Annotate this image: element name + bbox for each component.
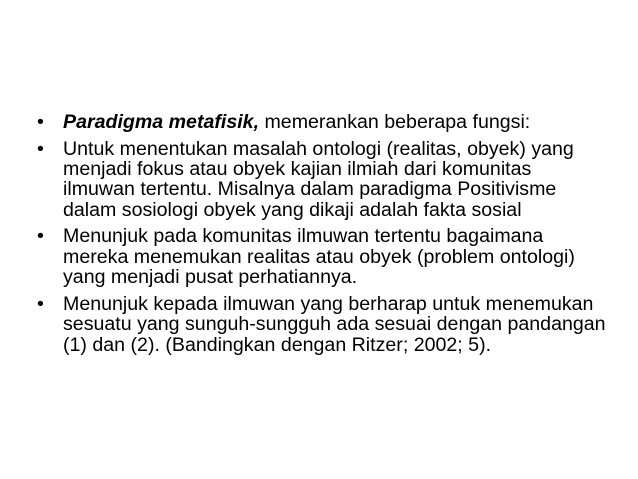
bullet-text: Untuk menentukan masalah ontologi (realitas, obyek) yang menjadi fokus atau obyek kajian ilmiah dari komunitas ilmuwan tertentu. Misalnya dalam paradigma Positivisme dalam sosiologi obyek yang dikaji adalah fakta sosial [63,137,574,221]
bullet-icon: • [37,111,44,133]
bullet-text: Menunjuk pada komunitas ilmuwan tertentu bagaimana mereka menemukan realitas atau obyek (problem ontologi) yang menjadi pusat perhatiannya. [63,225,575,289]
bullet-item-paradigma-metafisik [37,112,607,132]
bullet-icon: • [37,137,44,160]
bullet-item-ilmuwan [37,294,607,355]
bullet-list [37,112,607,361]
bullet-text: Menunjuk kepada ilmuwan yang berharap untuk menemukan sesuatu yang sunguh-sungguh ada sesuai dengan pandangan (1) dan (2). (Bandingkan dengan Ritzer; 2002; 5). [63,292,606,356]
bullet-icon: • [37,292,44,315]
bullet-icon: • [37,225,44,248]
bullet-text: memerankan beberapa fungsi: [259,111,531,133]
bullet-item-komunitas [37,226,607,287]
bullet-term: Paradigma metafisik, [63,111,260,133]
bullet-item-ontologi [37,139,607,221]
